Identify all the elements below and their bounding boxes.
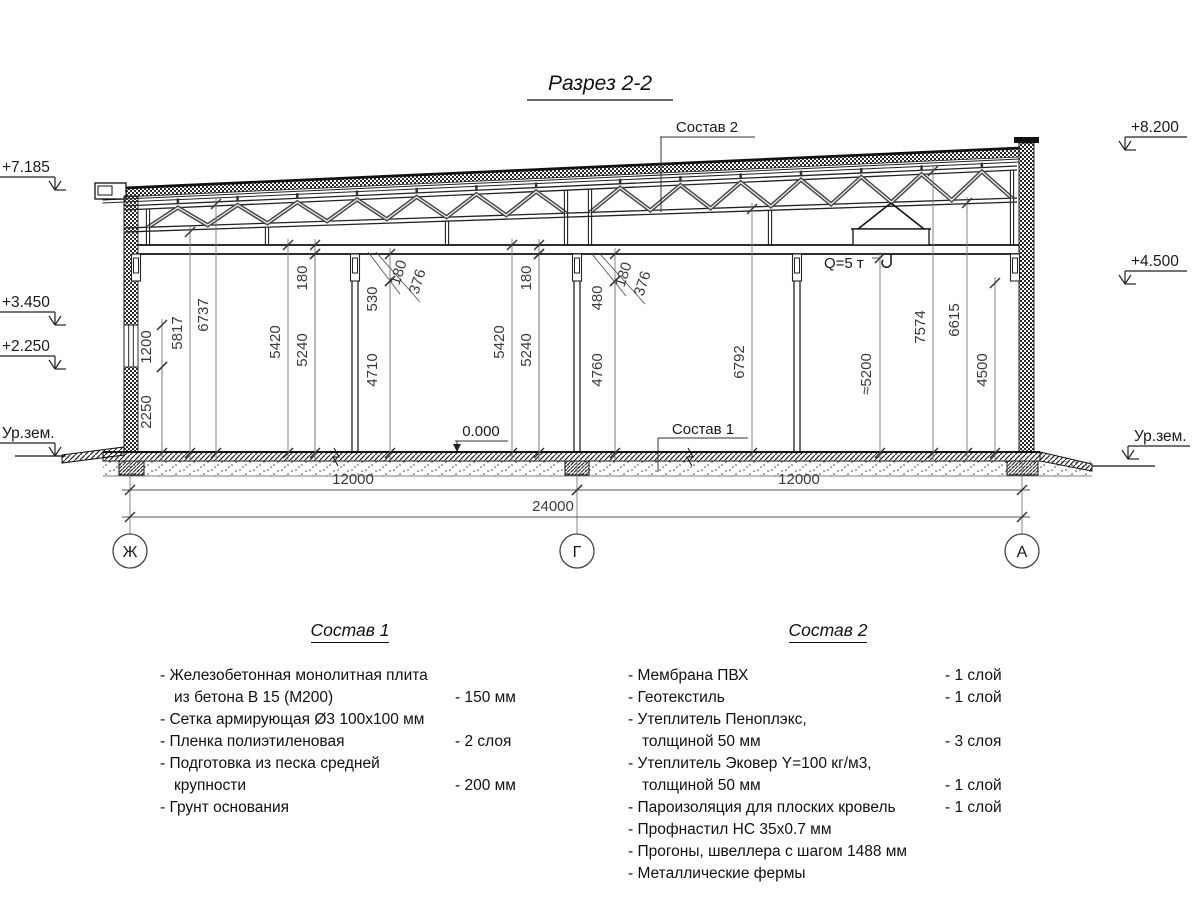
- elev-barb: [1119, 141, 1125, 150]
- axis-grid-bubbles: [113, 534, 1039, 568]
- legend-item: [160, 799, 620, 821]
- legend1-rows: [160, 667, 620, 821]
- eave-cap-inner: [98, 186, 112, 195]
- legend-item: [160, 733, 620, 755]
- legend-item: [160, 755, 620, 777]
- elev-barb: [55, 447, 61, 456]
- elev-label: +7.185: [2, 159, 50, 176]
- dim-label: 24000: [532, 498, 574, 515]
- legend-item-text: - Грунт основания: [160, 799, 289, 816]
- axis-label: Ж: [122, 544, 138, 561]
- roof-composition-legend: [628, 620, 1108, 887]
- legend-item-qty: - 1 слой: [945, 667, 1002, 684]
- dim-label: 7574: [912, 310, 929, 344]
- elev-barb: [55, 316, 61, 325]
- elevation-mark: [0, 425, 66, 456]
- crane-runway-beam: [138, 245, 1019, 254]
- legend-item-text: - Мембрана ПВХ: [628, 667, 749, 684]
- legend-item-text: - Пароизоляция для плоских кровель: [628, 799, 896, 816]
- legend-item: [628, 755, 1108, 777]
- legend-item-qty: - 1 слой: [945, 777, 1002, 794]
- elevation-mark: [0, 159, 66, 190]
- elev-barb: [55, 181, 61, 190]
- legend-item-text: - Пленка полиэтиленовая: [160, 733, 345, 750]
- right-wall-panel: [1019, 143, 1034, 452]
- elevation-mark: [0, 338, 66, 369]
- elev-barb: [49, 316, 55, 325]
- dim-label: 180: [294, 265, 311, 291]
- crane-capacity-label: Q=5 т: [824, 255, 864, 272]
- legend-item-text: - Утеплитель Пеноплэкс,: [628, 711, 807, 728]
- dim-label: 12000: [332, 471, 374, 488]
- crane-trolley: [853, 229, 929, 245]
- legend-item: [628, 733, 1108, 755]
- dim-label: 5817: [169, 316, 186, 350]
- elev-barb: [1125, 275, 1131, 284]
- roof-composition-label: Состав 2: [675, 119, 739, 136]
- legend-item: [160, 667, 620, 689]
- dim-label: 4760: [589, 353, 606, 387]
- dim-label: 5420: [491, 325, 508, 359]
- elevation-mark: [1119, 119, 1187, 150]
- elev-label: +8.200: [1131, 119, 1179, 136]
- dim-label: 5240: [294, 333, 311, 367]
- foundation-pad-right: [1007, 461, 1038, 475]
- beam-bracket-core: [134, 258, 139, 273]
- legend-item-text: из бетона В 15 (М200): [174, 689, 334, 706]
- legend-item-qty: - 1 слой: [945, 689, 1002, 706]
- parapet-cap: [1014, 137, 1039, 143]
- dim-label: 5240: [518, 333, 535, 367]
- legend-item-text: - Подготовка из песка средней: [160, 755, 380, 772]
- floor-composition-legend: [160, 620, 620, 821]
- dim-label: 12000: [778, 471, 820, 488]
- legend1-title-wrap: [160, 620, 540, 641]
- left-wall-panel: [124, 196, 138, 452]
- beam-bracket-core: [795, 258, 800, 273]
- legend-item: [160, 689, 620, 711]
- elev-barb: [1122, 450, 1128, 459]
- vertical-dimensions: [138, 165, 1000, 460]
- elevation-mark: [0, 294, 66, 325]
- elevation-mark: [1119, 253, 1187, 284]
- dim-label: 480: [589, 285, 606, 311]
- dim-label: 6792: [731, 345, 748, 379]
- elev-barb: [1119, 275, 1125, 284]
- dim-label: 2250: [138, 395, 155, 429]
- elev-label: +3.450: [2, 294, 50, 311]
- elev-label: Ур.зем.: [1134, 428, 1187, 445]
- legend-item-text: - Утеплитель Эковер Y=100 кг/м3,: [628, 755, 872, 772]
- legend-item: [628, 843, 1108, 865]
- dim-label: ≈5200: [858, 353, 875, 395]
- axis-label: А: [1016, 544, 1028, 561]
- legend-item: [160, 711, 620, 733]
- crane-capacity-note: [824, 255, 880, 272]
- drawing-title: Разрез 2-2: [547, 72, 653, 95]
- elev-label: +4.500: [1131, 253, 1179, 270]
- legend-item-text: - Железобетонная монолитная плита: [160, 667, 428, 684]
- sand-band: [103, 461, 1092, 476]
- dim-label: 6737: [195, 298, 212, 332]
- elevation-mark: [1122, 428, 1190, 459]
- elev-label: Ур.зем.: [2, 425, 55, 442]
- right-wall: [1014, 137, 1039, 452]
- dim-label: 180: [518, 265, 535, 291]
- legend-item: [628, 865, 1108, 887]
- legend2-rows: [628, 667, 1108, 887]
- legend-item-text: толщиной 50 мм: [642, 733, 761, 750]
- legend-item-text: - Сетка армирующая Ø3 100x100 мм: [160, 711, 425, 728]
- slab-band: [103, 452, 1040, 461]
- legend-item-qty: - 2 слоя: [455, 733, 512, 750]
- legend-item: [628, 667, 1108, 689]
- legend-item-qty: - 150 мм: [455, 689, 516, 706]
- elev-barb: [49, 360, 55, 369]
- legend-item: [160, 777, 620, 799]
- legend2-title: Состав 2: [789, 620, 868, 643]
- legend-item: [628, 799, 1108, 821]
- legend-item: [628, 821, 1108, 843]
- dim-label: 180: [386, 258, 411, 288]
- legend1-title: Состав 1: [311, 620, 390, 643]
- elev-barb: [49, 181, 55, 190]
- elev-barb: [1125, 141, 1131, 150]
- legend-item: [628, 689, 1108, 711]
- elev-label: +2.250: [2, 338, 50, 355]
- legend-item-qty: - 200 мм: [455, 777, 516, 794]
- floor-composition-label: Состав 1: [671, 421, 735, 438]
- beam-bracket-core: [353, 258, 358, 273]
- legend-item-text: - Прогоны, швеллера с шагом 1488 мм: [628, 843, 908, 860]
- truss-web: [148, 192, 566, 228]
- legend-item-text: толщиной 50 мм: [642, 777, 761, 794]
- beam-bracket-core: [1013, 258, 1018, 273]
- dim-label: 6615: [946, 303, 963, 337]
- dim-label: 530: [364, 286, 381, 312]
- legend-item-text: - Металлические фермы: [628, 865, 806, 882]
- legend-item: [628, 777, 1108, 799]
- truss-web: [590, 172, 1012, 213]
- left-wall-window: [124, 325, 138, 367]
- dim-label: 376: [405, 267, 430, 297]
- elev-barb: [55, 360, 61, 369]
- zero-level-mark: [453, 423, 508, 452]
- dim-label: 4710: [364, 353, 381, 387]
- dim-label: 180: [611, 260, 636, 290]
- legend-item-qty: - 1 слой: [945, 799, 1002, 816]
- axis-label: Г: [572, 544, 582, 561]
- legend-item-text: - Профнастил НС 35x0.7 мм: [628, 821, 832, 838]
- dim-label: 1200: [138, 330, 155, 364]
- foundation-pad-left: [119, 461, 144, 475]
- legend2-title-wrap: [628, 620, 1028, 641]
- floor-slab: [15, 447, 1155, 476]
- dim-label: 4500: [974, 353, 991, 387]
- zero-level-label: 0.000: [462, 423, 500, 440]
- legend-item-qty: - 3 слоя: [945, 733, 1002, 750]
- legend-item-text: крупности: [174, 777, 247, 794]
- crane-hook: [882, 254, 891, 267]
- dim-label: 376: [630, 269, 655, 299]
- legend-item: [628, 711, 1108, 733]
- left-wall: [124, 196, 138, 452]
- elev-barb: [1128, 450, 1134, 459]
- elev-barb: [49, 447, 55, 456]
- beam-bracket-core: [575, 258, 580, 273]
- legend-item-text: - Геотекстиль: [628, 689, 725, 706]
- dim-label: 5420: [267, 325, 284, 359]
